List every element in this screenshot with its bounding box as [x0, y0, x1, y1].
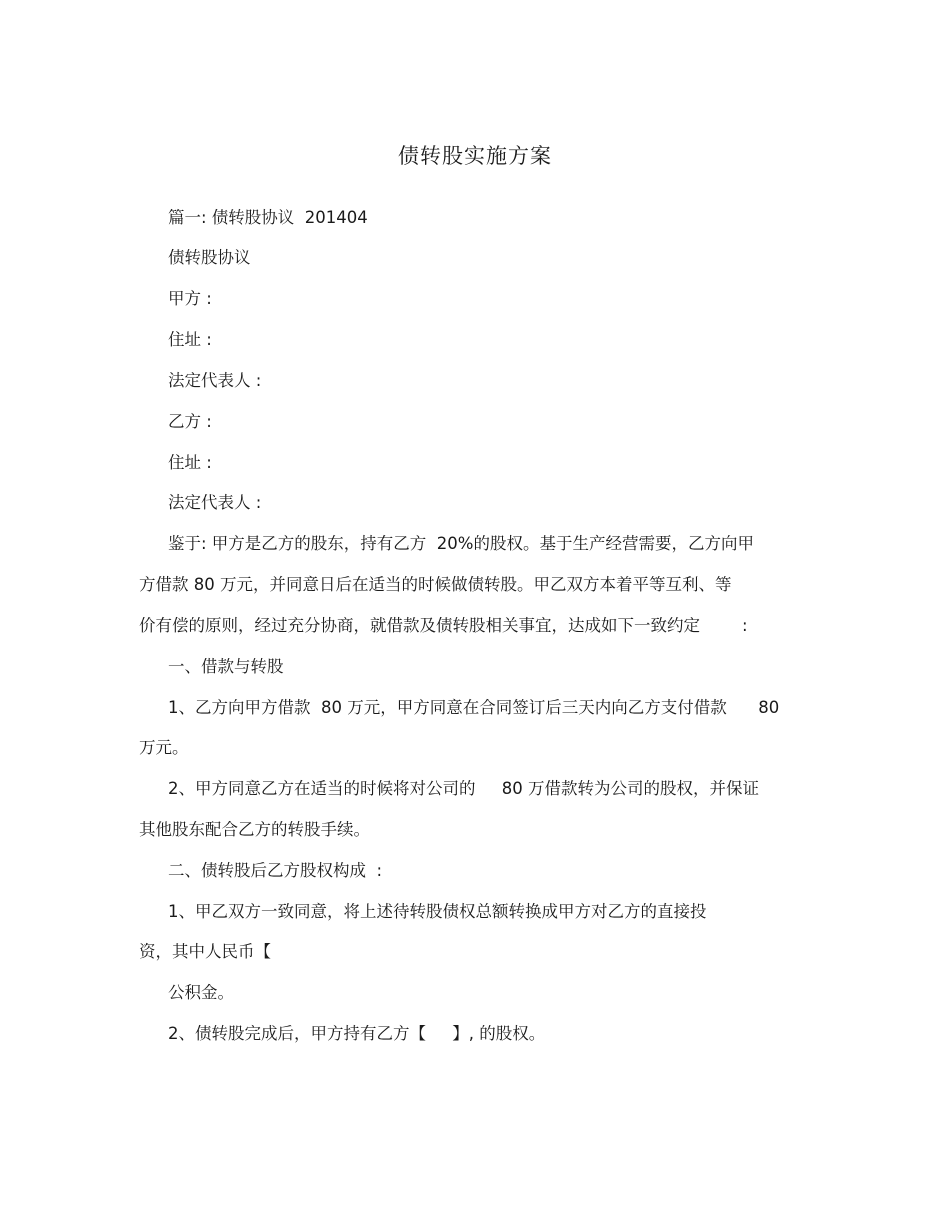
whereas-paragraph-line-2: 方借款 80 万元，并同意日后在适当的时候做债转股。甲乙双方本着平等互利、等 — [139, 575, 732, 594]
party-b-representative-label: 法定代表人 : — [168, 493, 262, 512]
clause-2-1-line-2: 资，其中人民币【 — [139, 942, 271, 961]
clause-2-1-line-1: 1、甲乙双方一致同意，将上述待转股债权总额转换成甲方对乙方的直接投 — [168, 902, 707, 921]
section-heading-part-one: 篇一: 债转股协议 201404 — [168, 208, 368, 227]
clause-1-2-line-2: 其他股东配合乙方的转股手续。 — [139, 820, 370, 839]
document-title: 债转股实施方案 — [398, 144, 552, 168]
party-a-label: 甲方 : — [168, 289, 212, 308]
clause-1-2-line-1: 2、甲方同意乙方在适当的时候将对公司的 80 万借款转为公司的股权，并保证 — [168, 779, 759, 798]
party-a-representative-label: 法定代表人 : — [168, 371, 262, 390]
party-a-address-label: 住址 : — [168, 330, 212, 349]
clause-1-1-line-1: 1、乙方向甲方借款 80 万元，甲方同意在合同签订后三天内向乙方支付借款 80 — [168, 698, 780, 717]
section-heading-loan-and-conversion: 一、借款与转股 — [168, 657, 284, 676]
clause-2-1-line-3: 公积金。 — [168, 983, 234, 1002]
whereas-paragraph-line-1: 鉴于: 甲方是乙方的股东，持有乙方 20%的股权。基于生产经营需要，乙方向甲 — [168, 534, 754, 553]
clause-2-2-line-1: 2、债转股完成后，甲方持有乙方【 】, 的股权。 — [168, 1024, 546, 1043]
section-heading-equity-structure: 二、债转股后乙方股权构成 : — [168, 861, 383, 880]
whereas-paragraph-line-3: 价有偿的原则，经过充分协商，就借款及债转股相关事宜，达成如下一致约定 : — [139, 616, 748, 635]
clause-1-1-line-2: 万元。 — [139, 738, 189, 757]
party-b-label: 乙方 : — [168, 412, 212, 431]
party-b-address-label: 住址 : — [168, 453, 212, 472]
agreement-heading: 债转股协议 — [168, 248, 251, 267]
